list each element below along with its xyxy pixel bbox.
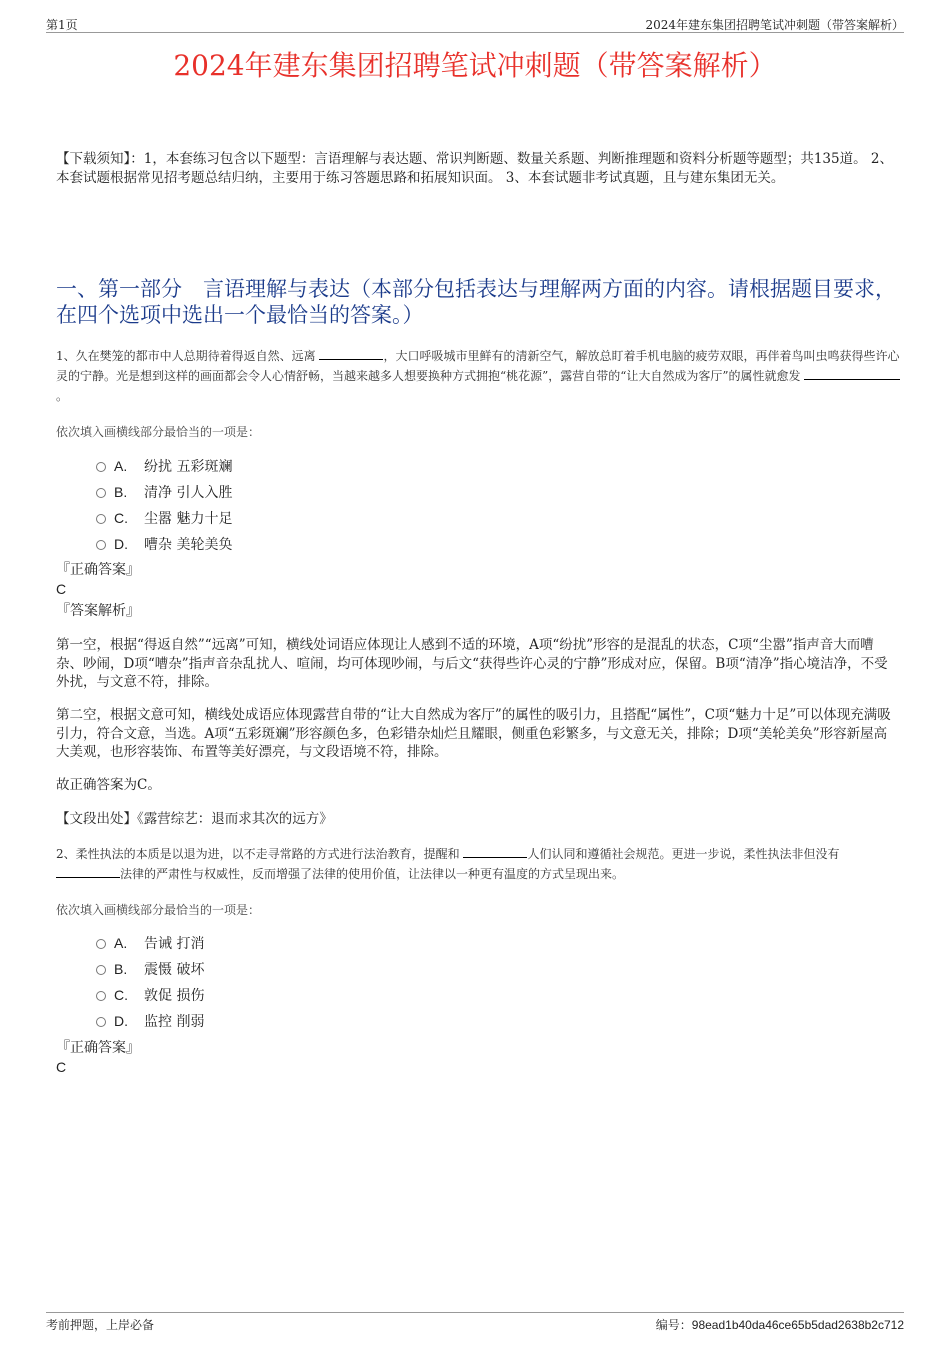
answer-value: C (56, 1059, 67, 1075)
answer-label: 『正确答案』 (56, 1040, 140, 1056)
document-title: 2024年建东集团招聘笔试冲刺题（带答案解析） (173, 49, 777, 82)
option-text: 监控 削弱 (144, 1014, 205, 1030)
code-label: 编号： (655, 1318, 692, 1332)
radio-icon[interactable] (96, 540, 106, 550)
option-letter: D. (114, 536, 128, 552)
stem-text: ，大口呼吸城市里鲜有的清新空气，解放总盯着手机电脑的疲劳双眼，再伴着鸟叫虫鸣获得些许心灵的宁静。光是想到这样的画面都会令人心情舒畅，当越来越多人想要换种方式拥抱“桃花源”，露营自带的“让大自然成为客厅”的属性就愈发 (56, 349, 900, 383)
option-text: 纷扰 五彩斑斓 (144, 459, 233, 475)
question-1-options (96, 453, 232, 557)
option-text: 嘈杂 美轮美奂 (144, 537, 233, 553)
section-heading: 一、第一部分 言语理解与表达（本部分包括表达与理解两方面的内容。请根据题目要求，在四个选项中选出一个最恰当的答案。） (56, 277, 896, 327)
answer-value: C (56, 581, 67, 597)
option-letter: D. (114, 1013, 128, 1029)
page-header (46, 16, 904, 33)
option-text: 告诫 打消 (144, 936, 205, 952)
source-citation: 【文段出处】《露营综艺：退而求其次的远方》 (56, 811, 333, 827)
analysis-label: 『答案解析』 (56, 603, 140, 619)
option-text: 敦促 损伤 (144, 988, 205, 1004)
option-a[interactable] (96, 930, 204, 956)
blank (463, 845, 527, 858)
option-a[interactable] (96, 453, 232, 479)
question-2-options (96, 930, 204, 1034)
blank (56, 865, 120, 878)
option-letter: B. (114, 484, 128, 500)
download-notice: 【下载须知】：1，本套练习包含以下题型：言语理解与表达题、常识判断题、数量关系题、判断推理题和资料分析题等题型；共135道。 2、本套试题根据常见招考题总结归纳，主要用于练习答题思路和拓展知识面。 3、本套试题非考试真题，且与建东集团无关。 (56, 151, 893, 186)
blank (804, 367, 900, 380)
option-text: 尘嚣 魅力十足 (144, 511, 233, 527)
radio-icon[interactable] (96, 488, 106, 498)
question-1-prompt: 依次填入画横线部分最恰当的一项是： (56, 425, 261, 439)
option-b[interactable] (96, 479, 232, 505)
radio-icon[interactable] (96, 1017, 106, 1027)
stem-text: 。 (56, 389, 69, 403)
stem-text: 人们认同和遵循社会规范。更进一步说，柔性执法非但没有 (527, 847, 840, 861)
header-doc-title: 2024年建东集团招聘笔试冲刺题（带答案解析） (645, 18, 904, 32)
option-letter: C. (114, 510, 128, 526)
radio-icon[interactable] (96, 514, 106, 524)
option-letter: C. (114, 987, 128, 1003)
analysis-paragraph: 第一空，根据“得返自然”“远离”可知，横线处词语应体现让人感到不适的环境，A项“纷扰”形容的是混乱的状态，C项“尘嚣”指声音大而嘈杂、吵闹，D项“嘈杂”指声音杂乱扰人、喧闹，均可体现吵闹，与后文“获得些许心灵的宁静”形成对应，保留。B项“清净”指心境洁净，不受外扰，与文意不符，排除。 (56, 637, 888, 690)
option-letter: A. (114, 935, 128, 951)
analysis-paragraph: 第二空，根据文意可知，横线处成语应体现露营自带的“让大自然成为客厅”的属性的吸引力，且搭配“属性”，C项“魅力十足”可以体现充满吸引力，符合文意，当选。A项“五彩斑斓”形容颜色多，色彩错杂灿烂且耀眼，侧重色彩繁多，与文意无关，排除；D项“美轮美奂”形容新屋高大美观，也形容装饰、布置等美好漂亮，与文段语境不符，排除。 (56, 707, 891, 760)
option-letter: A. (114, 458, 128, 474)
radio-icon[interactable] (96, 991, 106, 1001)
document-code (656, 1316, 904, 1333)
option-b[interactable] (96, 956, 204, 982)
option-c[interactable] (96, 982, 204, 1008)
option-c[interactable] (96, 505, 232, 531)
question-1-stem (56, 346, 906, 406)
answer-label: 『正确答案』 (56, 562, 140, 578)
option-d[interactable] (96, 1008, 204, 1034)
stem-text: 1、久在樊笼的都市中人总期待着得返自然、远离 (56, 349, 316, 363)
question-2-prompt: 依次填入画横线部分最恰当的一项是： (56, 903, 261, 917)
radio-icon[interactable] (96, 462, 106, 472)
code-value: 98ead1b40da46ce65b5dad2638b2c712 (691, 1318, 904, 1332)
analysis-conclusion: 故正确答案为C。 (56, 777, 161, 793)
stem-text: 2、柔性执法的本质是以退为进，以不走寻常路的方式进行法治教育，提醒和 (56, 847, 460, 861)
option-text: 清净 引人入胜 (144, 485, 233, 501)
radio-icon[interactable] (96, 965, 106, 975)
question-2-stem (56, 844, 906, 884)
stem-text: 法律的严肃性与权威性，反而增强了法律的使用价值，让法律以一种更有温度的方式呈现出来。 (120, 867, 625, 881)
footer-slogan: 考前押题，上岸必备 (46, 1318, 155, 1332)
option-text: 震慑 破坏 (144, 962, 205, 978)
page-footer (46, 1312, 904, 1333)
option-letter: B. (114, 961, 128, 977)
blank (319, 347, 383, 360)
page-number: 第1页 (46, 18, 78, 32)
radio-icon[interactable] (96, 939, 106, 949)
option-d[interactable] (96, 531, 232, 557)
